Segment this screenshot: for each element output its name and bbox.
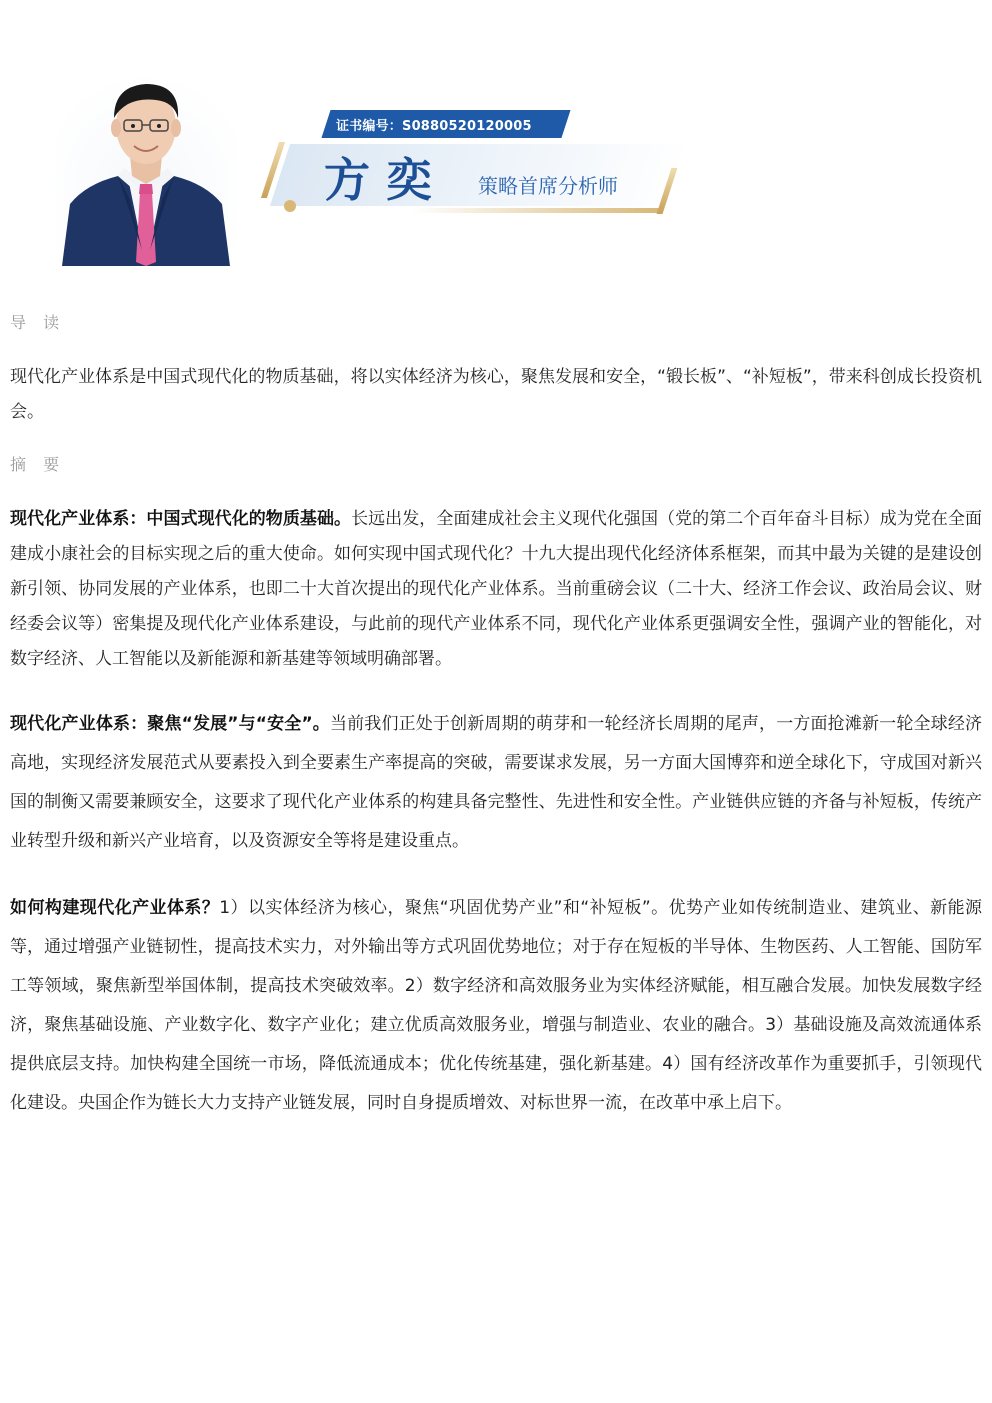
analyst-name: 方奕 — [324, 153, 448, 207]
gold-underline-accent — [412, 208, 662, 213]
analyst-banner — [0, 0, 992, 280]
summary-paragraph-3-heading: 如何构建现代化产业体系？ — [10, 898, 220, 918]
summary-paragraph-2 — [10, 705, 982, 861]
analyst-portrait-illustration — [56, 72, 236, 266]
summary-paragraph-1-text: 长远出发，全面建成社会主义现代化强国（党的第二个百年奋斗目标）成为党在全面建成小康社会的目标实现之后的重大使命。如何实现中国式现代化？十九大提出现代化经济体系框架，而其中最为关键的是建设创新引领、协同发展的产业体系，也即二十大首次提出的现代化产业体系。当前重磅会议（二十大、经济工作会议、政治局会议、财经委会议等）密集提及现代化产业体系建设，与此前的现代产业体系不同，现代化产业体系更强调安全性，强调产业的智能化，对数字经济、人工智能以及新能源和新基建等领域明确部署。 — [10, 509, 983, 669]
intro-label: 导 读 — [10, 313, 66, 332]
analyst-title: 策略首席分析师 — [478, 174, 618, 198]
analyst-name-card — [262, 104, 692, 224]
summary-paragraph-3 — [10, 889, 982, 1123]
summary-paragraph-1-heading: 现代化产业体系：中国式现代化的物质基础。 — [10, 509, 352, 529]
summary-paragraph-2-heading: 现代化产业体系：聚焦“发展”与“安全”。 — [10, 714, 330, 734]
certificate-number: 证书编号：S0880520120005 — [336, 119, 532, 134]
intro-text: 现代化产业体系是中国式现代化的物质基础，将以实体经济为核心，聚焦发展和安全，“锻长板”、“补短板”，带来科创成长投资机会。 — [10, 367, 982, 422]
summary-paragraph-3-text: 1）以实体经济为核心，聚焦“巩固优势产业”和“补短板”。优势产业如传统制造业、建筑业、新能源等，通过增强产业链韧性，提高技术实力，对外输出等方式巩固优势地位；对于存在短板的半导体、生物医药、人工智能、国防军工等领域，聚焦新型举国体制，提高技术突破效率。2）数字经济和高效服务业为实体经济赋能，相互融合发展。加快发展数字经济，聚焦基础设施、产业数字化、数字产业化；建立优质高效服务业，增强与制造业、农业的融合。3）基础设施及高效流通体系提供底层支持。加快构建全国统一市场，降低流通成本；优化传统基建，强化新基建。4）国有经济改革作为重要抓手，引领现代化建设。央国企作为链长大力支持产业链发展，同时自身提质增效、对标世界一流，在改革中承上启下。 — [10, 898, 983, 1113]
summary-paragraph-2-text: 当前我们正处于创新周期的萌芽和一轮经济长周期的尾声，一方面抢滩新一轮全球经济高地，实现经济发展范式从要素投入到全要素生产率提高的突破，需要谋求发展，另一方面大国博弈和逆全球化下，守成国对新兴国的制衡又需要兼顾安全，这要求了现代化产业体系的构建具备完整性、先进性和安全性。产业链供应链的齐备与补短板，传统产业转型升级和新兴产业培育，以及资源安全等将是建设重点。 — [10, 714, 982, 851]
gold-dot-accent — [284, 200, 296, 212]
summary-label: 摘 要 — [10, 455, 66, 474]
summary-paragraph-1 — [10, 502, 982, 677]
analyst-photo — [56, 72, 236, 266]
article-body — [10, 308, 982, 1123]
